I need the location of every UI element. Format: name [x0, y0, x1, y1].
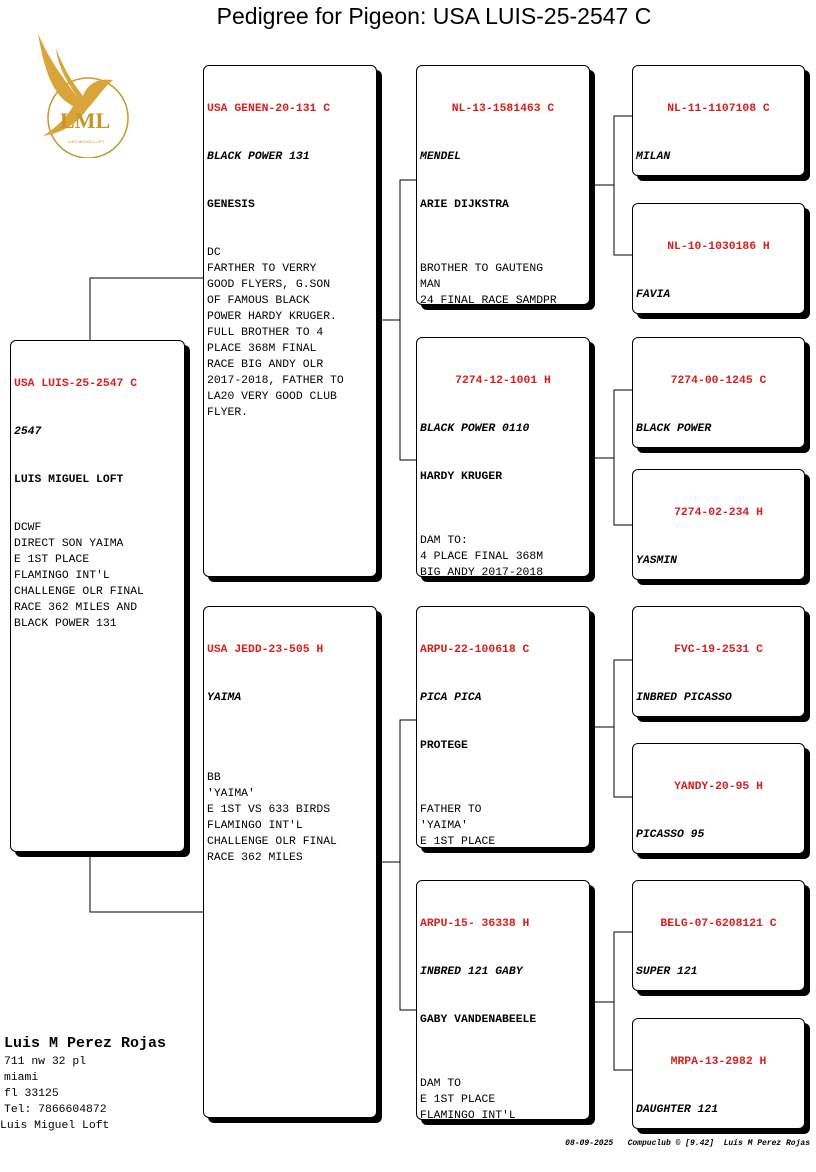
pigeon-notes: BB 'YAIMA' E 1ST VS 633 BIRDS FLAMINGO INT'L CHALLENGE OLR FINAL RACE 362 MILES: [207, 772, 337, 864]
page-title: Pedigree for Pigeon: USA LUIS-25-2547 C: [216, 3, 652, 29]
pigeon-card-ssd[interactable]: [632, 203, 805, 314]
breeder-phone: Tel: 7866604872: [4, 1104, 107, 1116]
pigeon-card-subject[interactable]: [10, 340, 185, 852]
breeder-info: [0, 1034, 200, 1134]
band-number: NL-10-1030186 H: [667, 241, 770, 253]
pigeon-notes: DAM TO E 1ST PLACE FLAMINGO INT'L: [420, 1078, 516, 1120]
band-number: ARPU-15- 36338 H: [420, 918, 530, 930]
pigeon-card-sire[interactable]: [203, 65, 377, 577]
band-number: ARPU-22-100618 C: [420, 644, 530, 656]
svg-text:LUIS MIGUEL LOFT: LUIS MIGUEL LOFT: [68, 139, 105, 144]
pigeon-name: YAIMA: [207, 692, 242, 704]
band-number: 7274-00-1245 C: [670, 375, 767, 387]
pigeon-owner: LUIS MIGUEL LOFT: [14, 474, 124, 486]
pigeon-name: MENDEL: [420, 151, 462, 163]
band-number: YANDY-20-95 H: [674, 781, 763, 793]
pigeon-card-dss[interactable]: [632, 606, 805, 717]
pigeon-owner: HARDY KRUGER: [420, 471, 503, 483]
band-number: 7274-02-234 H: [674, 507, 763, 519]
pigeon-notes: DAM TO: 4 PLACE FINAL 368M BIG ANDY 2017-2018: [420, 535, 544, 577]
band-number: USA JEDD-23-505 H: [207, 644, 324, 656]
breeder-city: miami: [4, 1072, 39, 1084]
pigeon-owner: GABY VANDENABEELE: [420, 1014, 537, 1026]
pigeon-name: INBRED PICASSO: [636, 692, 732, 704]
pigeon-card-dsd[interactable]: [632, 743, 805, 854]
pigeon-card-sdd[interactable]: [632, 469, 805, 580]
pigeon-notes: DCWF DIRECT SON YAIMA E 1ST PLACE FLAMINGO INT'L CHALLENGE OLR FINAL RACE 362 MILES AND BLACK POWER 131: [14, 522, 144, 630]
pigeon-card-dds[interactable]: [632, 880, 805, 991]
pigeon-name: PICA PICA: [420, 692, 482, 704]
breeder-loft: Luis Miguel Loft: [0, 1120, 110, 1132]
band-number: USA LUIS-25-2547 C: [14, 378, 138, 390]
pigeon-name: BLACK POWER 0110: [420, 423, 530, 435]
pigeon-card-dam-sire[interactable]: [416, 606, 590, 848]
pigeon-notes: DC FARTHER TO VERRY GOOD FLYERS, G.SON OF FAMOUS BLACK POWER HARDY KRUGER. FULL BROTHER TO 4 PLACE 368M FINAL RACE BIG ANDY OLR 2017-2018, FATHER TO LA20 VERY GOOD CLUB FLYER.: [207, 247, 344, 419]
pigeon-notes: FATHER TO 'YAIMA' E 1ST PLACE: [420, 804, 496, 848]
band-number: MRPA-13-2982 H: [670, 1056, 767, 1068]
breeder-address: 711 nw 32 pl: [4, 1056, 87, 1068]
pigeon-name: BLACK POWER: [636, 423, 712, 435]
pigeon-name: PICASSO 95: [636, 829, 705, 841]
pigeon-card-sire-sire[interactable]: [416, 65, 590, 305]
pigeon-name: YASMIN: [636, 555, 678, 567]
breeder-name: Luis M Perez Rojas: [4, 1035, 167, 1052]
footer-credit: 08-09-2025 Compuclub © [9.42] Luis M Perez Rojas: [565, 1139, 810, 1148]
pigeon-owner: PROTEGE: [420, 740, 468, 752]
band-number: USA GENEN-20-131 C: [207, 103, 331, 115]
band-number: BELG-07-6208121 C: [660, 918, 777, 930]
pigeon-card-sire-dam[interactable]: [416, 337, 590, 577]
pigeon-name: SUPER 121: [636, 966, 698, 978]
pigeon-card-ddd[interactable]: [632, 1018, 805, 1129]
pigeon-name: BLACK POWER 131: [207, 151, 310, 163]
pigeon-card-sds[interactable]: [632, 337, 805, 448]
pigeon-name: 2547: [14, 426, 42, 438]
lml-logo: [18, 28, 138, 158]
band-number: NL-11-1107108 C: [667, 103, 770, 115]
breeder-state-zip: fl 33125: [4, 1088, 59, 1100]
pigeon-owner: ARIE DIJKSTRA: [420, 199, 509, 211]
pigeon-owner: GENESIS: [207, 199, 255, 211]
pigeon-card-dam-dam[interactable]: [416, 880, 590, 1120]
band-number: 7274-12-1001 H: [455, 375, 551, 387]
band-number: FVC-19-2531 C: [674, 644, 763, 656]
pigeon-name: INBRED 121 GABY: [420, 966, 523, 978]
pigeon-card-dam[interactable]: [203, 606, 377, 1118]
band-number: NL-13-1581463 C: [451, 103, 555, 115]
pigeon-notes: BROTHER TO GAUTENG MAN 24 FINAL RACE SAMDPR: [420, 263, 557, 305]
pigeon-name: FAVIA: [636, 289, 671, 301]
pigeon-card-sss[interactable]: [632, 65, 805, 176]
pigeon-name: DAUGHTER 121: [636, 1104, 719, 1116]
pigeon-name: MILAN: [636, 151, 671, 163]
svg-text:LML: LML: [60, 108, 111, 133]
